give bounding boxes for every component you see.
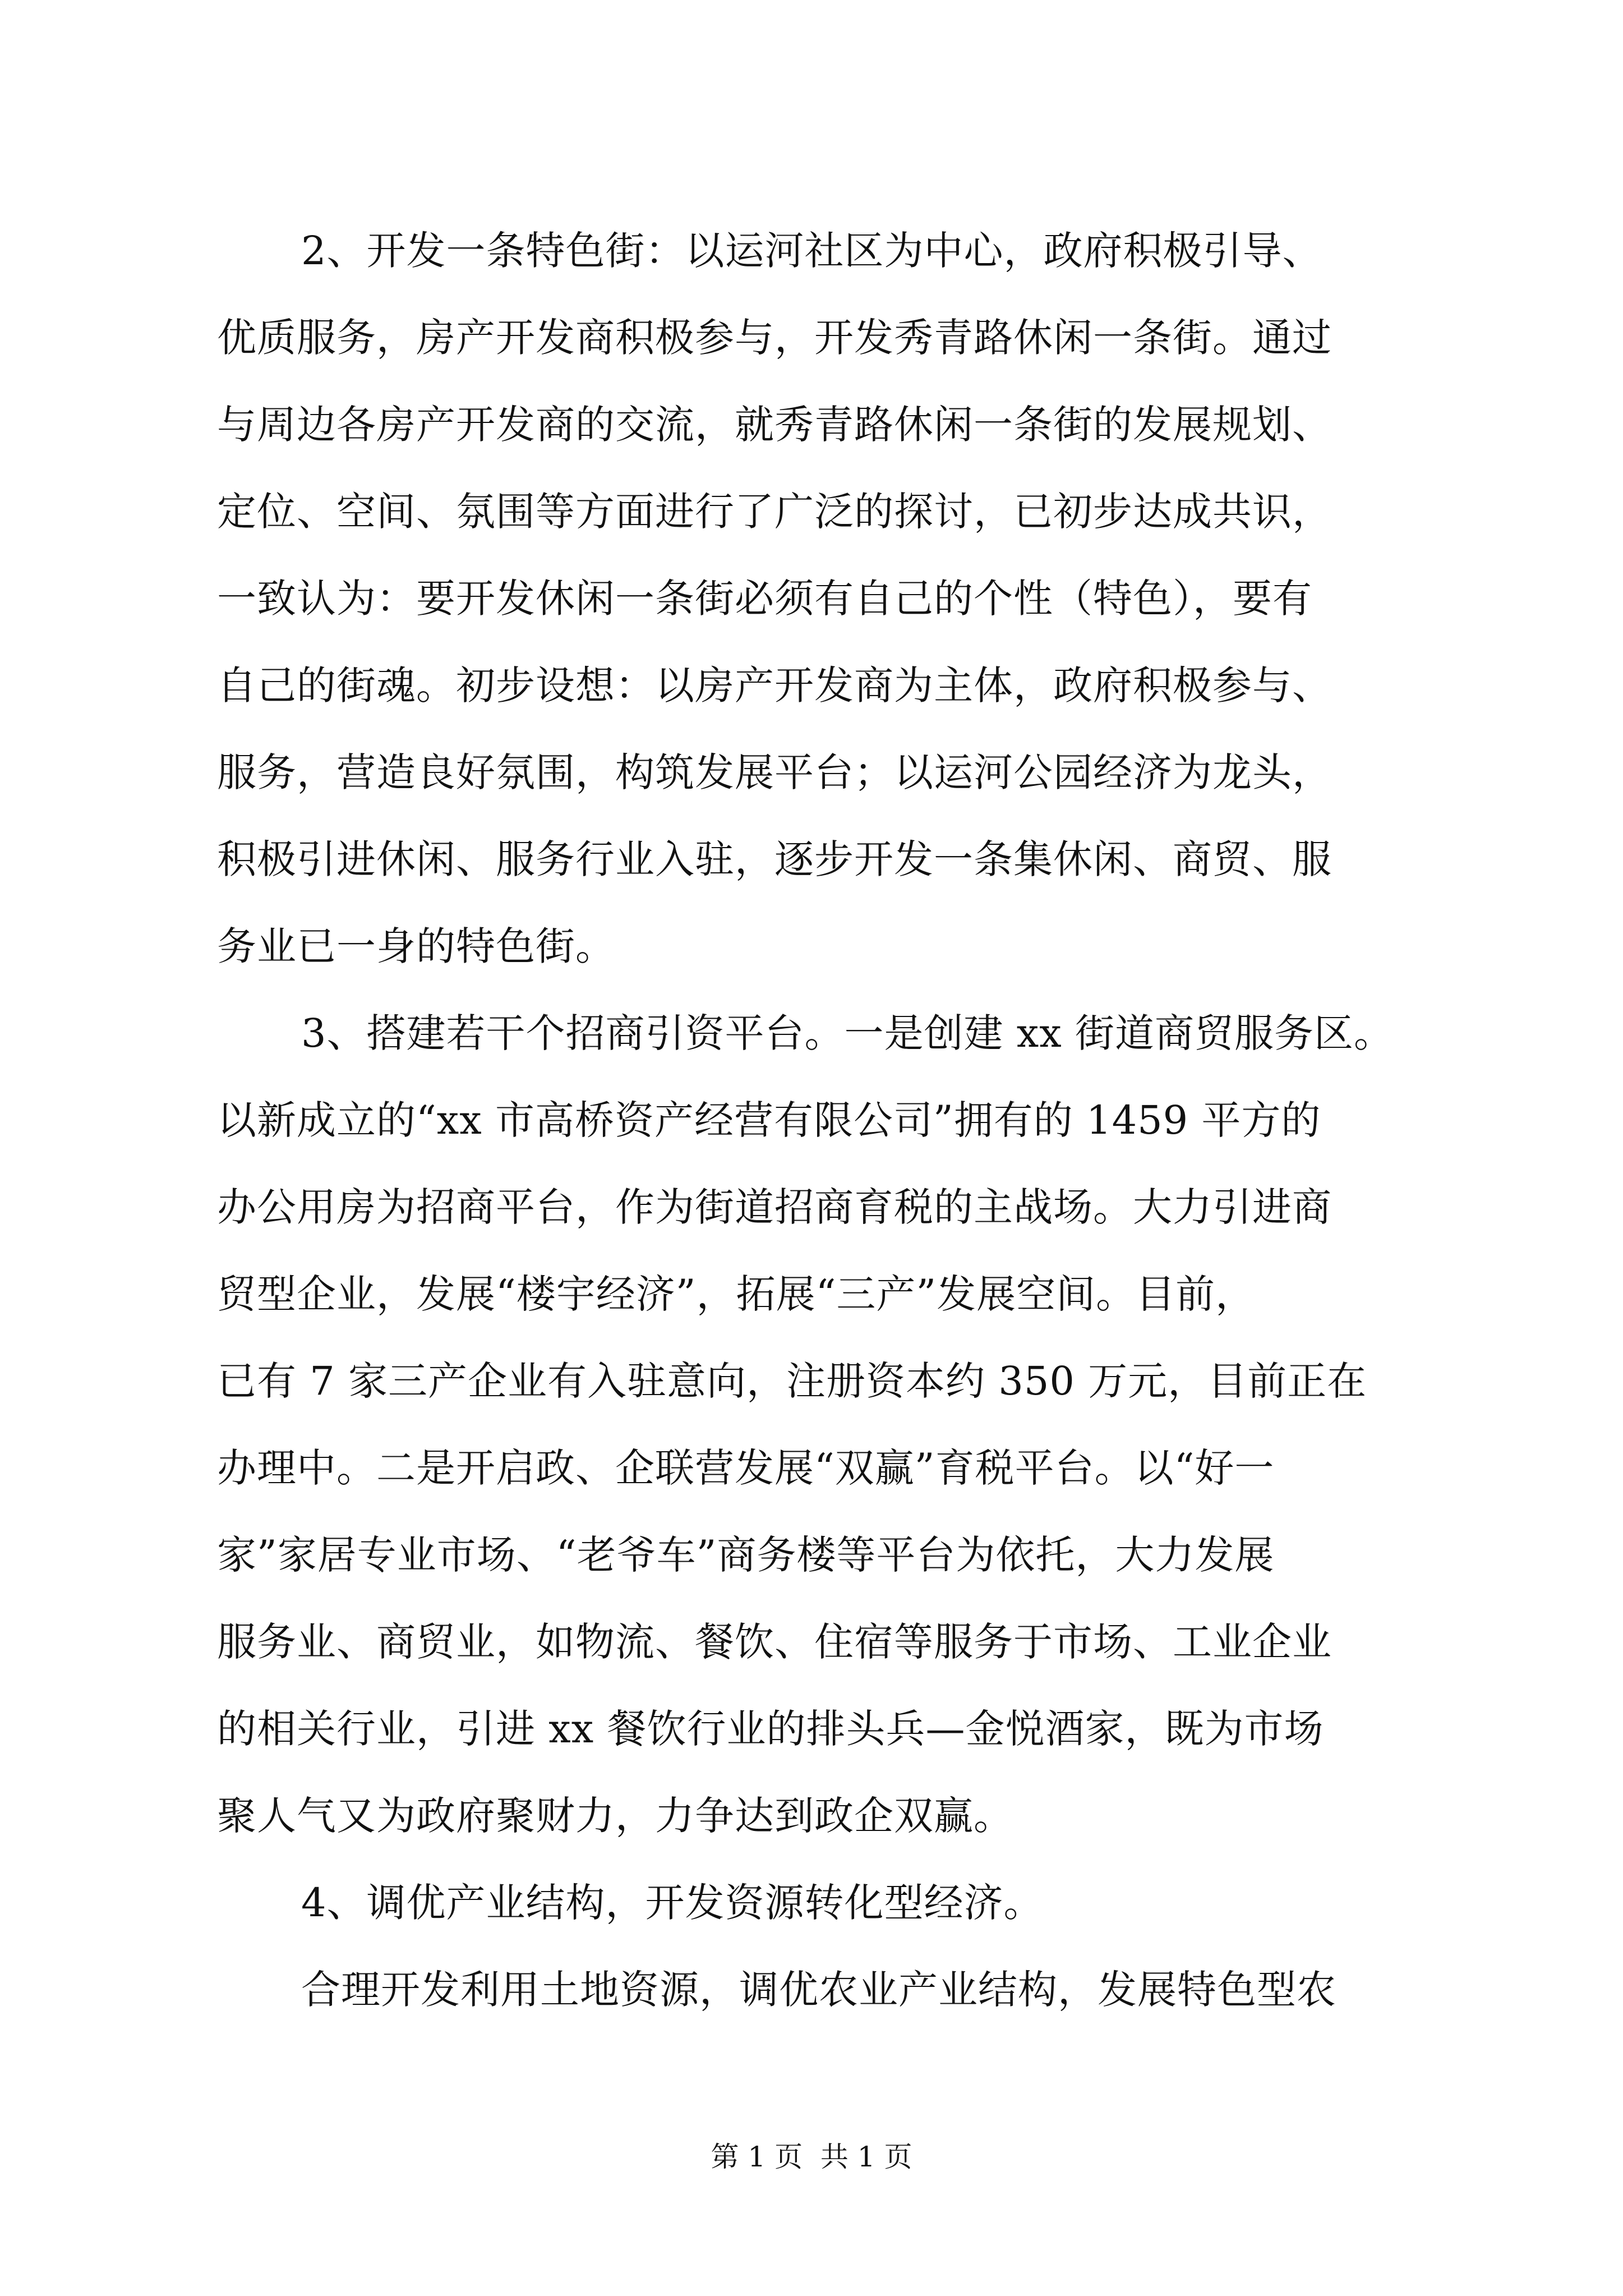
text-line: 的相关行业，引进 xx 餐饮行业的排头兵—金悦酒家，既为市场: [217, 1706, 1324, 1752]
text-line: 服务，营造良好氛围，构筑发展平台；以运河公园经济为龙头，: [217, 749, 1332, 795]
text-line: 贸型企业，发展“楼宇经济”，拓展“三产”发展空间。目前，: [217, 1271, 1256, 1317]
text-line: 办理中。二是开启政、企联营发展“双赢”育税平台。以“好一: [217, 1445, 1275, 1491]
text-line: 聚人气又为政府聚财力，力争达到政企双赢。: [217, 1793, 1013, 1839]
text-line: 已有 7 家三产企业有入驻意向，注册资本约 350 万元，目前正在: [217, 1358, 1367, 1404]
text-line: 与周边各房产开发商的交流，就秀青路休闲一条街的发展规划、: [217, 402, 1332, 448]
text-line: 定位、空间、氛围等方面进行了广泛的探讨，已初步达成共识，: [217, 489, 1332, 535]
text-line: 自己的街魂。初步设想：以房产开发商为主体，政府积极参与、: [217, 662, 1332, 708]
text-line: 3、搭建若干个招商引资平台。一是创建 xx 街道商贸服务区。: [301, 1010, 1394, 1056]
page-footer: 第 1 页 共 1 页: [711, 2141, 912, 2173]
text-line: 2、开发一条特色街：以运河社区为中心，政府积极引导、: [301, 228, 1322, 274]
text-line: 合理开发利用土地资源，调优农业产业结构，发展特色型农: [301, 1967, 1336, 2013]
text-line: 办公用房为招商平台，作为街道招商育税的主战场。大力引进商: [217, 1184, 1332, 1230]
text-line: 积极引进休闲、服务行业入驻，逐步开发一条集休闲、商贸、服: [217, 836, 1332, 882]
text-line: 4、调优产业结构，开发资源转化型经济。: [301, 1880, 1044, 1926]
text-line: 一致认为：要开发休闲一条街必须有自己的个性（特色），要有: [217, 576, 1312, 622]
text-line: 优质服务，房产开发商积极参与，开发秀青路休闲一条街。通过: [217, 315, 1332, 361]
text-line: 务业已一身的特色街。: [217, 923, 615, 969]
text-line: 以新成立的“xx 市高桥资产经营有限公司”拥有的 1459 平方的: [217, 1097, 1321, 1143]
text-line: 服务业、商贸业，如物流、餐饮、住宿等服务于市场、工业企业: [217, 1619, 1332, 1665]
text-line: 家”家居专业市场、“老爷车”商务楼等平台为依托，大力发展: [217, 1532, 1275, 1578]
